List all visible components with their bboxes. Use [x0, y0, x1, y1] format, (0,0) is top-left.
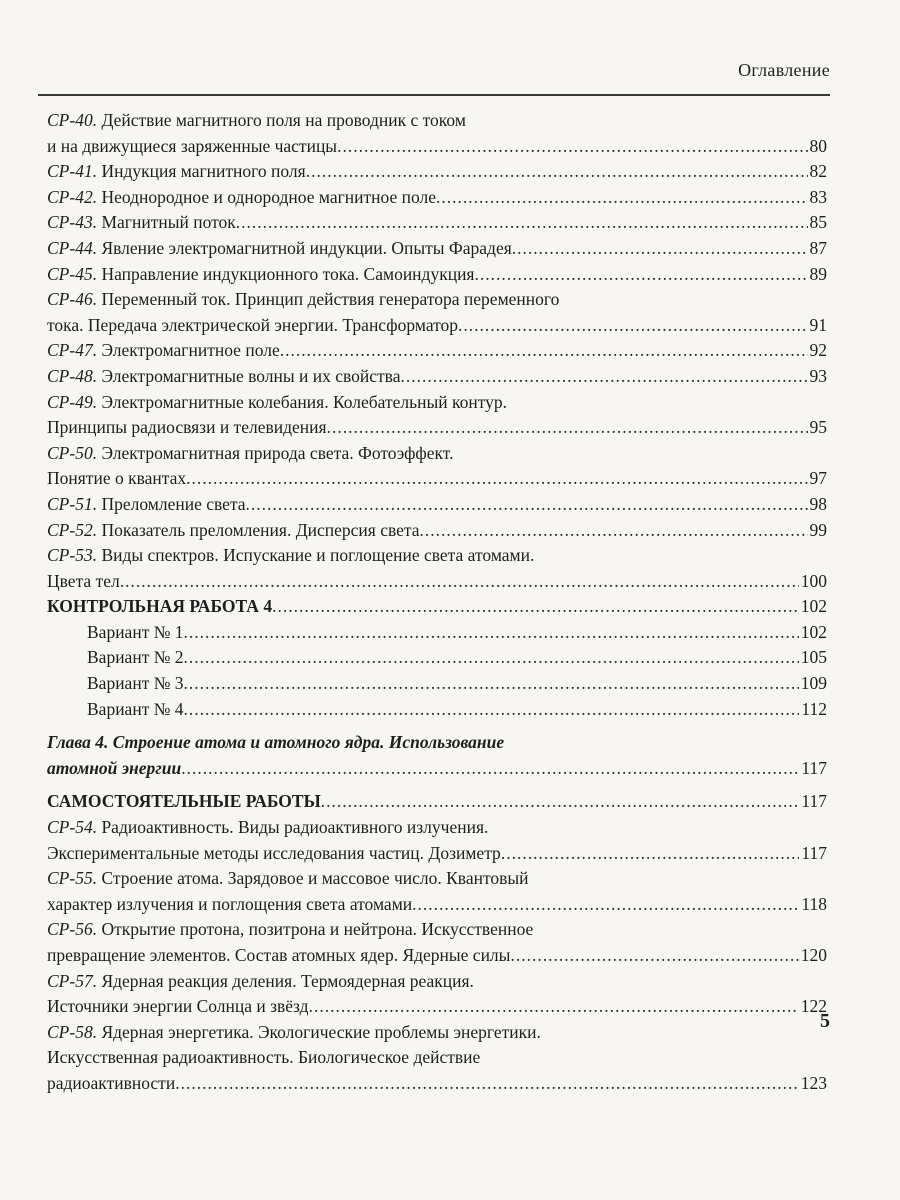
- entry-code: СР-43.: [47, 212, 98, 233]
- leader-dots: [412, 892, 799, 918]
- leader-dots: [458, 313, 807, 339]
- toc-entry-line: [47, 210, 827, 236]
- entry-code: СР-57.: [47, 970, 98, 991]
- entry-text: СР-41. Индукция магнитного поля: [47, 161, 306, 182]
- toc-entry-line: [47, 1071, 827, 1097]
- entry-page: 118: [801, 893, 827, 914]
- leader-dots: [280, 338, 808, 364]
- entry-page: 122: [800, 996, 827, 1017]
- entry-text: СР-44. Явление электромагнитной индукции. Опыты Фарадея: [47, 237, 512, 258]
- running-head: Оглавление: [738, 60, 830, 80]
- entry-code: СР-51.: [47, 493, 98, 514]
- entry-text: СР-51. Преломление света: [47, 493, 246, 514]
- toc-entry-line: [47, 518, 827, 544]
- entry-code: СР-52.: [47, 519, 98, 540]
- leader-dots: [186, 466, 807, 492]
- toc-entry-line: [47, 671, 827, 697]
- entry-text: Цвета тел: [47, 570, 120, 591]
- toc-entry-line: [47, 108, 827, 134]
- entry-text: КОНТРОЛЬНАЯ РАБОТА 4: [47, 596, 273, 617]
- table-of-contents: [47, 108, 827, 1097]
- toc-entry-line: [47, 1020, 827, 1046]
- entry-page: 91: [809, 314, 827, 335]
- entry-code: СР-50.: [47, 442, 98, 463]
- entry-text: Вариант № 4: [87, 698, 184, 719]
- entry-page: 80: [809, 135, 827, 156]
- leader-dots: [400, 364, 807, 390]
- entry-page: 92: [809, 340, 827, 361]
- leader-dots: [510, 943, 798, 969]
- toc-entry-line: [47, 1045, 827, 1071]
- entry-text: СР-53. Виды спектров. Испускание и поглощение света атомами.: [47, 545, 535, 566]
- toc-entry-line: [47, 185, 827, 211]
- entry-text: САМОСТОЯТЕЛЬНЫЕ РАБОТЫ: [47, 791, 321, 812]
- entry-text: тока. Передача электрической энергии. Трансформатор: [47, 314, 459, 335]
- leader-dots: [512, 236, 808, 262]
- toc-entry-line: [47, 917, 827, 943]
- entry-text: и на движущиеся заряженные частицы: [47, 135, 338, 156]
- leader-dots: [321, 789, 800, 815]
- toc-entry-line: [47, 943, 827, 969]
- toc-entry-line: [47, 866, 827, 892]
- leader-dots: [175, 1071, 799, 1097]
- toc-entry-line: [47, 994, 827, 1020]
- entry-page: 120: [800, 945, 827, 965]
- entry-text: Понятие о квантах: [47, 468, 187, 489]
- entry-code: СР-40.: [47, 110, 98, 130]
- toc-entry-line: [47, 730, 827, 756]
- entry-text: СР-50. Электромагнитная природа света. Фотоэффект.: [47, 442, 454, 463]
- toc-entry-line: [47, 262, 827, 288]
- entry-code: СР-53.: [47, 545, 98, 566]
- entry-code: СР-48.: [47, 365, 98, 386]
- toc-entry-line: [47, 441, 827, 467]
- entry-page: 102: [800, 596, 827, 617]
- toc-entry-line: [47, 594, 827, 620]
- entry-page: 117: [801, 757, 827, 778]
- entry-text: радиоактивности: [47, 1072, 176, 1093]
- entry-page: 83: [809, 186, 827, 207]
- entry-text: атомной энергии: [47, 757, 182, 778]
- entry-text: Экспериментальные методы исследования частиц. Дозиметр: [47, 842, 501, 863]
- entry-page: 109: [800, 673, 827, 694]
- entry-text: Принципы радиосвязи и телевидения: [47, 417, 327, 438]
- leader-dots: [501, 841, 800, 867]
- entry-page: 82: [809, 161, 827, 182]
- leader-dots: [181, 756, 799, 782]
- entry-code: СР-46.: [47, 289, 98, 310]
- toc-entry-line: [47, 287, 827, 313]
- entry-text: СР-48. Электромагнитные волны и их свойства: [47, 365, 401, 386]
- entry-page: 89: [809, 263, 827, 284]
- leader-dots: [246, 492, 808, 518]
- toc-entry-line: [47, 969, 827, 995]
- entry-page: 85: [809, 212, 827, 233]
- entry-text: СР-45. Направление индукционного тока. Самоиндукция: [47, 263, 475, 284]
- entry-code: СР-54.: [47, 817, 98, 838]
- entry-text: СР-52. Показатель преломления. Дисперсия света: [47, 519, 420, 540]
- entry-page: 105: [800, 647, 827, 668]
- header-rule: [38, 94, 830, 96]
- toc-entry-line: [47, 789, 827, 815]
- entry-text: СР-46. Переменный ток. Принцип действия генератора переменного: [47, 289, 560, 310]
- entry-text: СР-47. Электромагнитное поле: [47, 340, 280, 361]
- entry-text: Искусственная радиоактивность. Биологическое действие: [47, 1047, 481, 1068]
- entry-text: СР-43. Магнитный поток: [47, 212, 236, 233]
- toc-entry-line: [47, 543, 827, 569]
- entry-code: СР-45.: [47, 263, 98, 284]
- toc-entry-line: [47, 492, 827, 518]
- leader-dots: [309, 994, 799, 1020]
- leader-dots: [184, 620, 799, 646]
- toc-entry-line: [47, 313, 827, 339]
- entry-text: СР-56. Открытие протона, позитрона и нейтрона. Искусственное: [47, 919, 534, 940]
- toc-entry-line: [47, 134, 827, 160]
- entry-text: Вариант № 1: [87, 621, 184, 642]
- toc-entry-line: [47, 415, 827, 441]
- entry-text: СР-57. Ядерная реакция деления. Термоядерная реакция.: [47, 970, 474, 991]
- entry-page: 117: [801, 791, 827, 812]
- entry-text: СР-42. Неоднородное и однородное магнитное поле: [47, 186, 437, 207]
- entry-text: СР-55. Строение атома. Зарядовое и массовое число. Квантовый: [47, 868, 529, 889]
- toc-entry-line: [47, 390, 827, 416]
- leader-dots: [184, 671, 799, 697]
- toc-entry-line: [47, 841, 827, 867]
- leader-dots: [306, 159, 808, 185]
- entry-text: Источники энергии Солнца и звёзд: [47, 996, 309, 1017]
- entry-code: СР-58.: [47, 1021, 98, 1042]
- entry-code: СР-49.: [47, 391, 98, 412]
- entry-code: СР-42.: [47, 186, 98, 207]
- entry-page: 123: [800, 1072, 827, 1093]
- leader-dots: [184, 697, 800, 723]
- entry-code: СР-41.: [47, 161, 98, 182]
- entry-page: 95: [809, 417, 827, 438]
- toc-entry-line: [47, 466, 827, 492]
- leader-dots: [436, 185, 807, 211]
- entry-text: характер излучения и поглощения света атомами: [47, 893, 413, 914]
- entry-code: СР-55.: [47, 868, 98, 889]
- toc-entry-line: [47, 756, 827, 782]
- entry-text: СР-58. Ядерная энергетика. Экологические проблемы энергетики.: [47, 1021, 541, 1042]
- toc-entry-line: [47, 815, 827, 841]
- entry-page: 93: [809, 365, 827, 386]
- entry-page: 98: [809, 493, 827, 514]
- leader-dots: [272, 594, 799, 620]
- entry-page: 97: [809, 468, 827, 489]
- leader-dots: [474, 262, 807, 288]
- page-number: 5: [820, 1010, 830, 1032]
- entry-code: СР-56.: [47, 919, 98, 940]
- toc-entry-line: [47, 364, 827, 390]
- toc-entry-line: [47, 892, 827, 918]
- leader-dots: [120, 569, 799, 595]
- leader-dots: [236, 210, 808, 236]
- entry-text: Вариант № 3: [87, 673, 184, 694]
- entry-code: СР-44.: [47, 237, 98, 258]
- toc-entry-line: [47, 159, 827, 185]
- toc-entry-line: [47, 645, 827, 671]
- entry-code: СР-47.: [47, 340, 98, 361]
- leader-dots: [337, 134, 807, 160]
- toc-entry-line: [47, 236, 827, 262]
- entry-text: Вариант № 2: [87, 647, 184, 668]
- entry-text: СР-49. Электромагнитные колебания. Колебательный контур.: [47, 391, 508, 412]
- leader-dots: [420, 518, 808, 544]
- leader-dots: [327, 415, 808, 441]
- entry-page: 87: [809, 237, 827, 258]
- leader-dots: [184, 645, 799, 671]
- toc-entry-line: [47, 569, 827, 595]
- toc-entry-line: [47, 338, 827, 364]
- toc-entry-line: [47, 697, 827, 723]
- entry-text: превращение элементов. Состав атомных ядер. Ядерные силы: [47, 945, 511, 965]
- entry-text: СР-54. Радиоактивность. Виды радиоактивного излучения.: [47, 817, 489, 838]
- entry-page: 99: [809, 519, 827, 540]
- entry-text: СР-40. Действие магнитного поля на проводник с током: [47, 110, 466, 130]
- entry-page: 100: [800, 570, 827, 591]
- entry-page: 112: [801, 698, 827, 719]
- toc-entry-line: [47, 620, 827, 646]
- entry-page: 117: [801, 842, 827, 863]
- entry-text: Глава 4. Строение атома и атомного ядра. Использование: [47, 732, 505, 753]
- entry-page: 102: [800, 621, 827, 642]
